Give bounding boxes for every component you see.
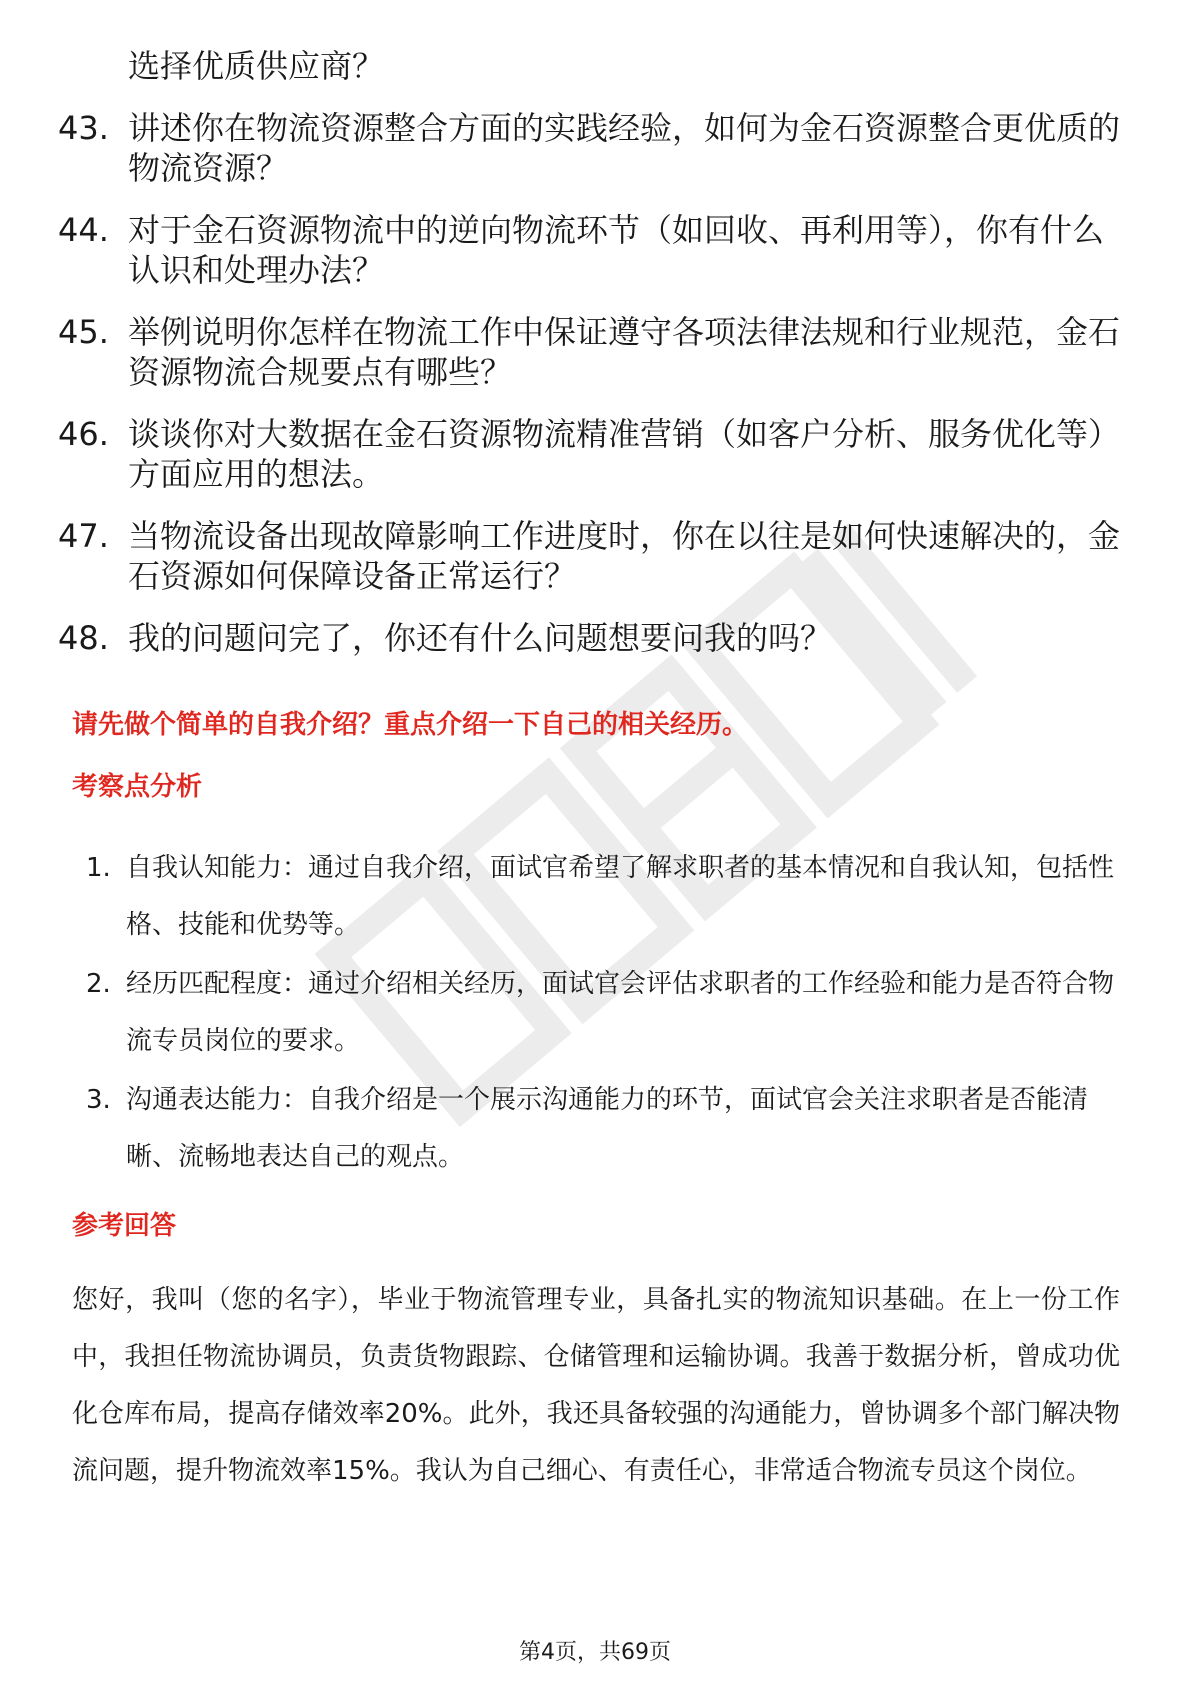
analysis-text: 自我认知能力：通过自我介绍，面试官希望了解求职者的基本情况和自我认知，包括性格、技能和优势等。 <box>126 853 1115 940</box>
question-text: 当物流设备出现故障影响工作进度时，你在以往是如何快速解决的，金石资源如何保障设备正常运行？ <box>128 517 1121 595</box>
answer-paragraph: 您好，我叫（您的名字），毕业于物流管理专业，具备扎实的物流知识基础。在上一份工作中，我担任物流协调员，负责货物跟踪、仓储管理和运输协调。我善于数据分析，曾成功优化仓库布局，提高存储效率20%。此外，我还具备较强的沟通能力，曾协调多个部门解决物流问题，提升物流效率15%。我认为自己细心、有责任心，非常适合物流专员这个岗位。 <box>72 1285 1120 1486</box>
analysis-number: 3. <box>86 1085 111 1115</box>
analysis-text: 经历匹配程度：通过介绍相关经历，面试官会评估求职者的工作经验和能力是否符合物流专员岗位的要求。 <box>126 969 1115 1056</box>
question-number: 46. <box>58 415 109 453</box>
analysis-heading: 考察点分析 <box>72 772 203 802</box>
analysis-list <box>86 840 1126 1188</box>
question-text: 我的问题问完了，你还有什么问题想要问我的吗？ <box>128 619 833 657</box>
analysis-item <box>86 840 1126 954</box>
page-footer: 第4页，共69页 <box>519 1640 671 1665</box>
analysis-number: 1. <box>86 853 111 883</box>
question-text: 谈谈你对大数据在金石资源物流精准营销（如客户分析、服务优化等）方面应用的想法。 <box>128 415 1121 493</box>
question-number: 45. <box>58 313 109 351</box>
question-item <box>58 414 1128 494</box>
question-number: 44. <box>58 211 109 249</box>
main-question-heading: 请先做个简单的自我介绍？重点介绍一下自己的相关经历。 <box>72 710 749 740</box>
question-continuation: 选择优质供应商？ <box>128 47 385 85</box>
question-item <box>58 108 1128 188</box>
question-list <box>58 46 1128 680</box>
analysis-text: 沟通表达能力：自我介绍是一个展示沟通能力的环节，面试官会关注求职者是否能清晰、流畅地表达自己的观点。 <box>126 1085 1089 1172</box>
question-number: 47. <box>58 517 109 555</box>
analysis-item <box>86 1072 1126 1186</box>
question-number: 43. <box>58 109 109 147</box>
analysis-number: 2. <box>86 969 111 999</box>
question-text: 讲述你在物流资源整合方面的实践经验，如何为金石资源整合更优质的物流资源？ <box>128 109 1121 187</box>
question-item <box>58 312 1128 392</box>
question-item <box>58 210 1128 290</box>
question-text: 对于金石资源物流中的逆向物流环节（如回收、再利用等），你有什么认识和处理办法？ <box>128 211 1105 289</box>
question-item <box>58 618 1128 658</box>
question-number: 48. <box>58 619 109 657</box>
question-text: 举例说明你怎样在物流工作中保证遵守各项法律法规和行业规范，金石资源物流合规要点有哪些？ <box>128 313 1121 391</box>
question-item <box>58 516 1128 596</box>
analysis-item <box>86 956 1126 1070</box>
answer-heading: 参考回答 <box>72 1211 177 1241</box>
